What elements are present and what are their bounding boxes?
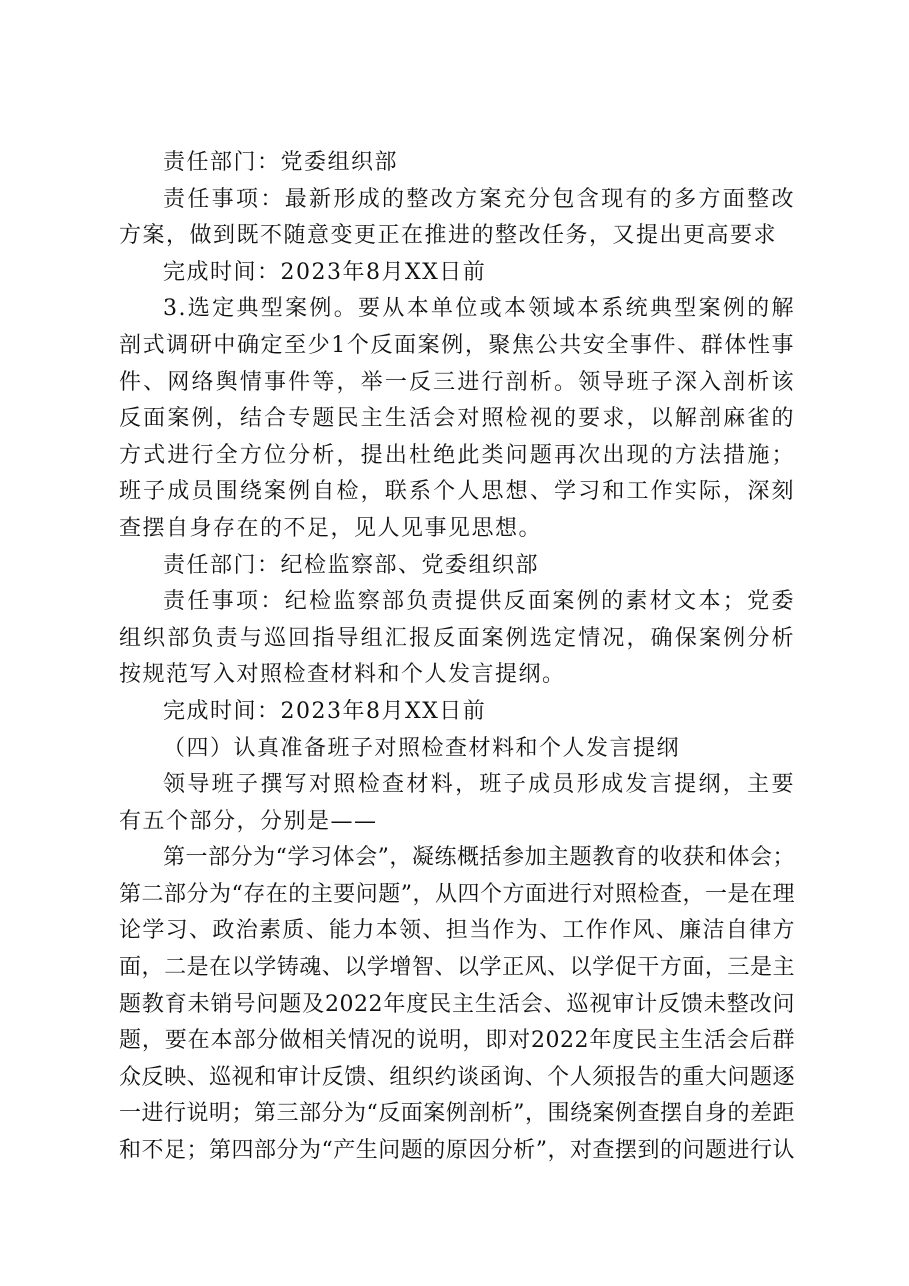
section-heading-four: （四）认真准备班子对照检查材料和个人发言提纲	[163, 735, 681, 761]
paragraph-completion-time-2: 完成时间：2023年8月XX日前	[163, 698, 487, 724]
paragraph-responsible-dept-2: 责任部门：纪检监察部、党委组织部	[163, 552, 540, 578]
paragraph-responsible-matter-2: 责任事项：纪检监察部负责提供反面案例的素材文本；党委组织部负责与巡回指导组汇报反面案例选定情况，确保案例分析按规范写入对照检查材料和个人发言提纲。	[119, 589, 795, 688]
paragraph-completion-time-1: 完成时间：2023年8月XX日前	[163, 259, 487, 285]
document-body	[119, 145, 795, 1170]
paragraph-five-parts: 第一部分为“学习体会”，凝练概括参加主题教育的收获和体会；第二部分为“存在的主要问题”，从四个方面进行对照检查，一是在理论学习、政治素质、能力本领、担当作为、工作作风、廉洁自律方面，二是在以学铸魂、以学增智、以学正风、以学促干方面，三是主题教育未销号问题及2022年度民主生活会、巡视审计反馈未整改问题，要在本部分做相关情况的说明，即对2022年度民主生活会后群众反映、巡视和审计反馈、组织约谈函询、个人须报告的重大问题逐一进行说明；第三部分为“反面案例剖析”，围绕案例查摆自身的差距和不足；第四部分为“产生问题的原因分析”，对查摆到的问题进行认	[119, 845, 795, 1164]
paragraph-responsible-dept-1: 责任部门：党委组织部	[163, 150, 399, 175]
paragraph-typical-case: 3.选定典型案例。要从本单位或本领域本系统典型案例的解剖式调研中确定至少1个反面案例，聚焦公共安全事件、群体性事件、网络舆情事件等，举一反三进行剖析。领导班子深入剖析该反面案例，结合专题民主生活会对照检视的要求，以解剖麻雀的方式进行全方位分析，提出杜绝此类问题再次出现的方法措施；班子成员围绕案例自检，联系个人思想、学习和工作实际，深刻查摆自身存在的不足，见人见事见思想。	[119, 296, 795, 541]
paragraph-leadership-materials: 领导班子撰写对照检查材料，班子成员形成发言提纲，主要有五个部分，分别是——	[119, 772, 795, 834]
paragraph-responsible-matter-1: 责任事项：最新形成的整改方案充分包含现有的多方面整改方案，做到既不随意变更正在推进的整改任务，又提出更高要求	[119, 186, 795, 249]
